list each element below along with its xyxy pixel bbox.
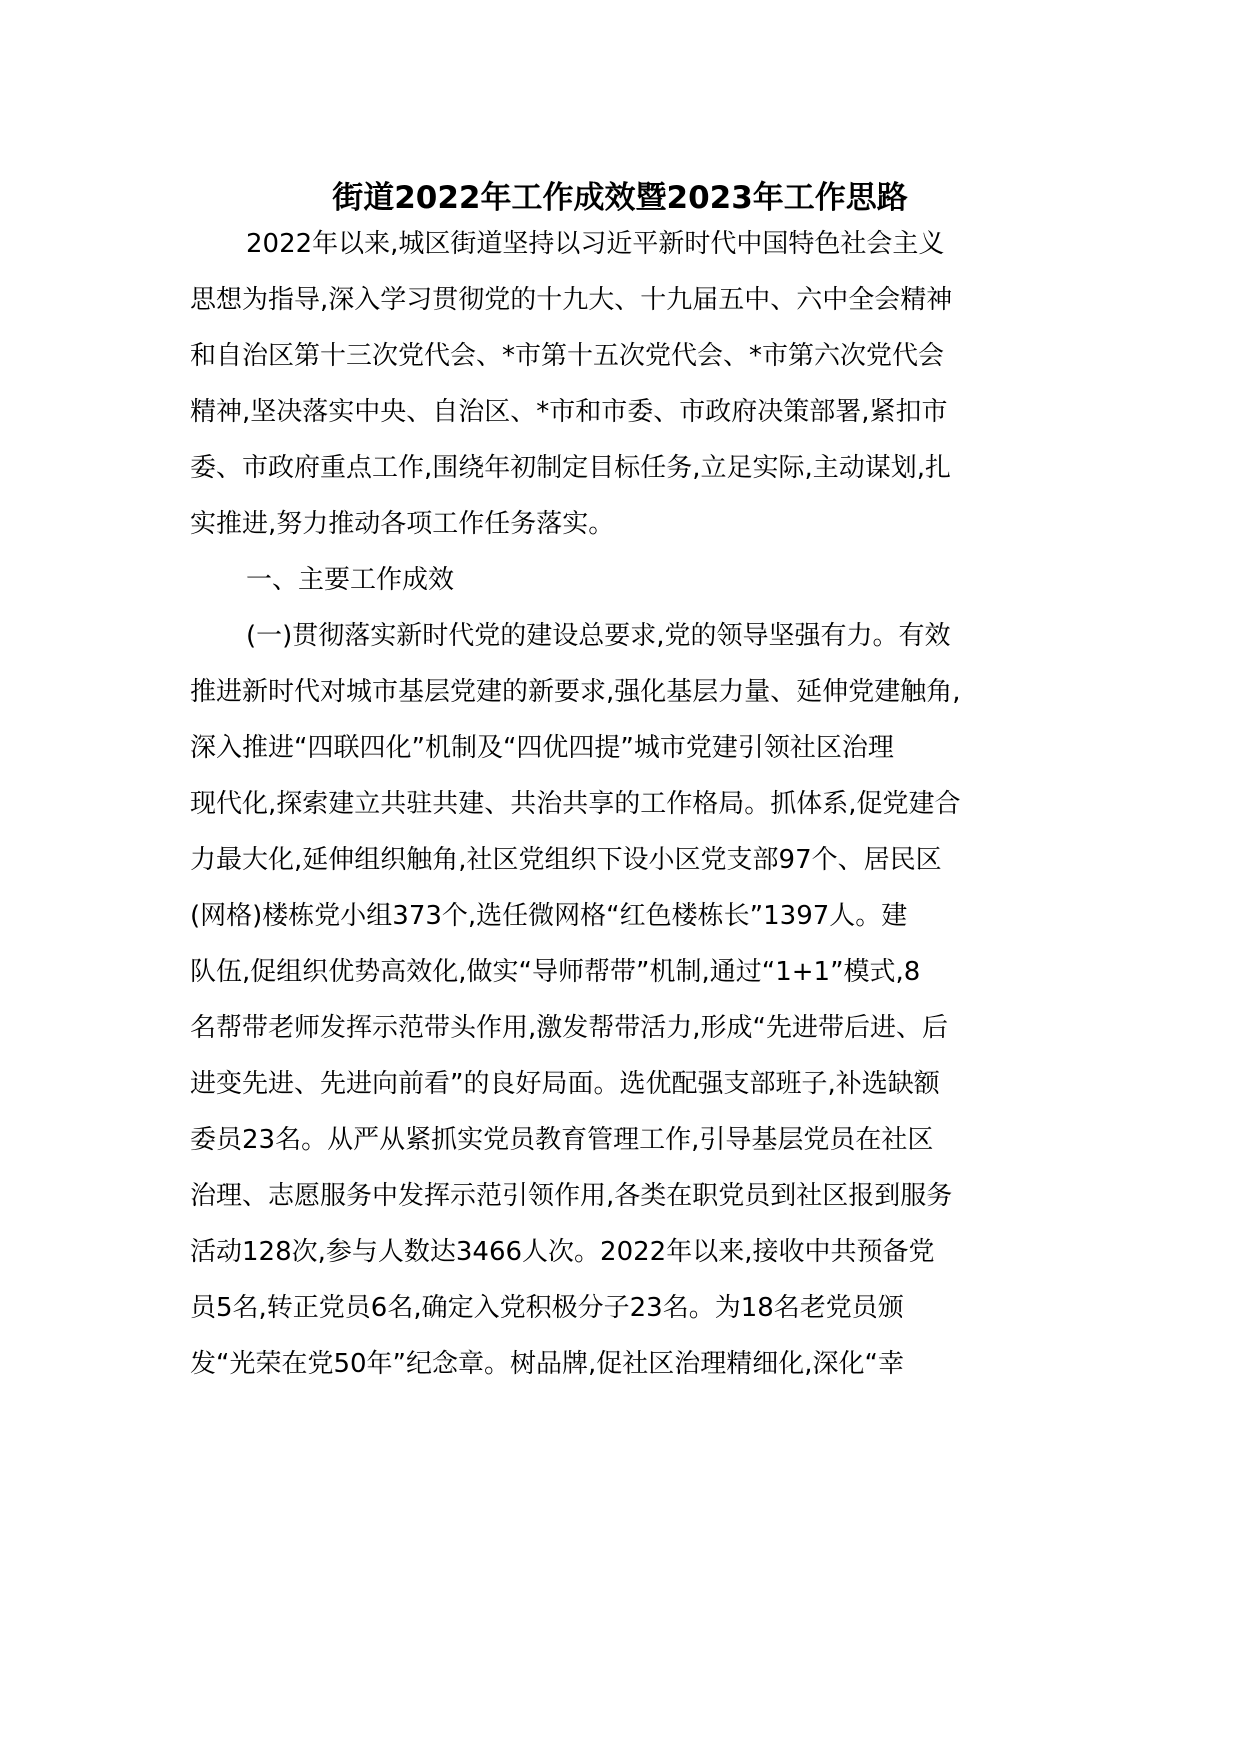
paragraph-line: 力最大化,延伸组织触角,社区党组织下设小区党支部97个、居民区 <box>190 845 942 875</box>
paragraph-line: 队伍,促组织优势高效化,做实“导师帮带”机制,通过“1+1”模式,8 <box>190 957 921 987</box>
paragraph-line: 思想为指导,深入学习贯彻党的十九大、十九届五中、六中全会精神 <box>190 285 953 315</box>
paragraph-line: 委、市政府重点工作,围绕年初制定目标任务,立足实际,主动谋划,扎 <box>190 453 952 483</box>
paragraph-line: 实推进,努力推动各项工作任务落实。 <box>190 509 615 539</box>
paragraph-line: 现代化,探索建立共驻共建、共治共享的工作格局。抓体系,促党建合 <box>190 789 961 819</box>
document-title: 街道2022年工作成效暨2023年工作思路 <box>332 180 908 216</box>
paragraph-line: 活动128次,参与人数达3466人次。2022年以来,接收中共预备党 <box>190 1237 935 1267</box>
paragraph-line: 员5名,转正党员6名,确定入党积极分子23名。为18名老党员颁 <box>190 1293 904 1323</box>
paragraph-line: (一)贯彻落实新时代党的建设总要求,党的领导坚强有力。有效 <box>246 621 951 651</box>
section-heading: 一、主要工作成效 <box>246 565 455 595</box>
paragraph-line: 推进新时代对城市基层党建的新要求,强化基层力量、延伸党建触角, <box>190 677 961 707</box>
paragraph-line: 进变先进、先进向前看”的良好局面。选优配强支部班子,补选缺额 <box>190 1069 940 1099</box>
paragraph-line: (网格)楼栋党小组373个,选任微网格“红色楼栋长”1397人。建 <box>190 901 908 931</box>
paragraph-line: 委员23名。从严从紧抓实党员教育管理工作,引导基层党员在社区 <box>190 1125 934 1155</box>
paragraph-line: 发“光荣在党50年”纪念章。树品牌,促社区治理精细化,深化“幸 <box>190 1349 905 1379</box>
paragraph-line: 和自治区第十三次党代会、*市第十五次党代会、*市第六次党代会 <box>190 341 945 371</box>
paragraph-line: 2022年以来,城区街道坚持以习近平新时代中国特色社会主义 <box>246 229 945 259</box>
paragraph-line: 精神,坚决落实中央、自治区、*市和市委、市政府决策部署,紧扣市 <box>190 397 948 427</box>
paragraph-line: 名帮带老师发挥示范带头作用,激发帮带活力,形成“先进带后进、后 <box>190 1013 948 1043</box>
paragraph-line: 深入推进“四联四化”机制及“四优四提”城市党建引领社区治理 <box>190 733 894 763</box>
paragraph-line: 治理、志愿服务中发挥示范引领作用,各类在职党员到社区报到服务 <box>190 1181 953 1211</box>
